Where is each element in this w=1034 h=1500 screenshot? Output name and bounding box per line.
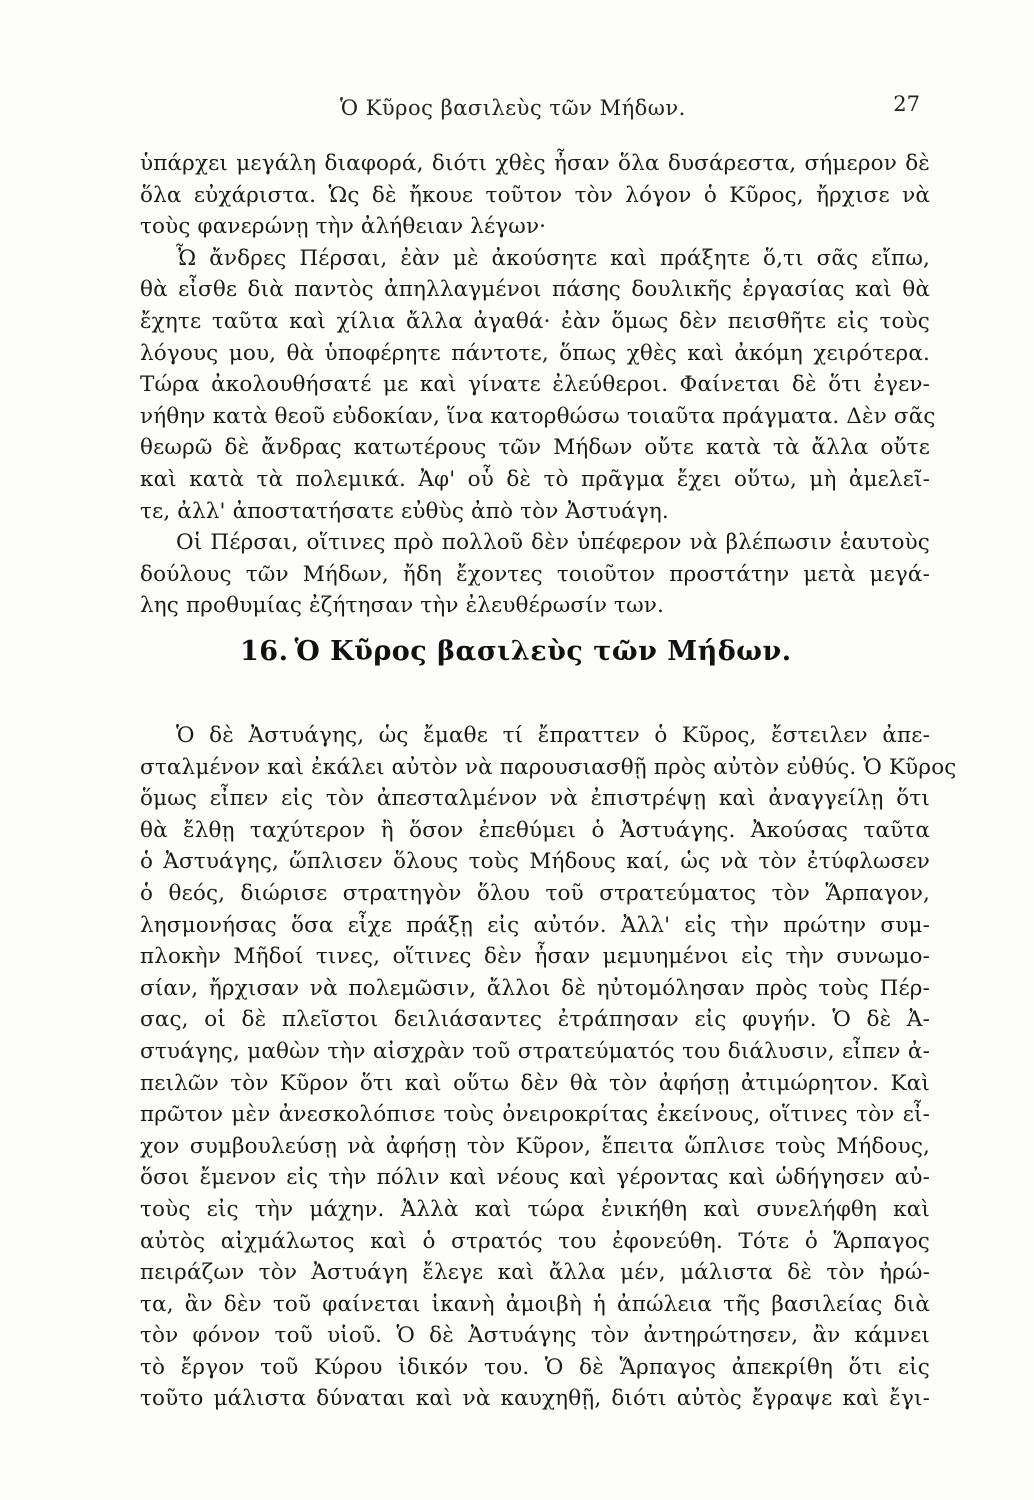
text-line: ὅλα εὐχάριστα. Ὡς δὲ ἤκουε τοῦτον τὸν λόγον ὁ Κῦρος, ἤρχισε νὰ xyxy=(140,182,930,208)
text-line: θὰ ἔλθῃ ταχύτερον ἢ ὅσον ἐπεθύμει ὁ Ἀστυάγης. Ἀκούσας ταῦτα xyxy=(140,817,930,843)
running-title: Ὁ Κῦρος βασιλεὺς τῶν Μήδων. xyxy=(340,96,686,120)
text-line: πλοκὴν Μῆδοί τινες, οἵτινες δὲν ἦσαν μεμυημένοι εἰς τὴν συνωμο- xyxy=(140,944,930,970)
text-line: θεωρῶ δὲ ἄνδρας κατωτέρους τῶν Μήδων οὔτε κατὰ τὰ ἄλλα οὔτε xyxy=(140,435,930,461)
section-title: Ὁ Κῦρος βασιλεὺς τῶν Μήδων. xyxy=(294,636,792,667)
text-line: ὁ Ἀστυάγης, ὥπλισεν ὅλους τοὺς Μήδους καί, ὡς νὰ τὸν ἐτύφλωσεν xyxy=(140,849,930,875)
text-line: Οἱ Πέρσαι, οἵτινες πρὸ πολλοῦ δὲν ὑπέφερον νὰ βλέπωσιν ἑαυτοὺς xyxy=(176,530,930,556)
text-line: χον συμβουλεύσῃ νὰ ἀφήσῃ τὸν Κῦρον, ἔπειτα ὥπλισε τοὺς Μήδους, xyxy=(140,1133,930,1159)
text-line: τὸν φόνον τοῦ υἱοῦ. Ὁ δὲ Ἀστυάγης τὸν ἀντηρώτησεν, ἂν κάμνει xyxy=(140,1323,930,1349)
text-line: αὐτὸς αἰχμάλωτος καὶ ὁ στρατός του ἐφονεύθη. Τότε ὁ Ἅρπαγος xyxy=(140,1228,930,1254)
text-line: τοῦτο μάλιστα δύναται καὶ νὰ καυχηθῇ, διότι αὐτὸς ἔγραψε καὶ ἔγι- xyxy=(140,1386,930,1412)
text-line: τα, ἂν δὲν τοῦ φαίνεται ἱκανὴ ἀμοιβὴ ἡ ἀπώλεια τῆς βασιλείας διὰ xyxy=(140,1291,930,1317)
running-header xyxy=(140,92,930,128)
text-line: λόγους μου, θὰ ὑποφέρητε πάντοτε, ὅπως χθὲς καὶ ἀκόμη χειρότερα. xyxy=(140,340,930,366)
page-number: 27 xyxy=(893,92,920,116)
text-line: ὅμως εἶπεν εἰς τὸν ἀπεσταλμένον νὰ ἐπιστρέψῃ καὶ ἀναγγείλῃ ὅτι xyxy=(140,786,930,812)
text-line: ὅσοι ἔμενον εἰς τὴν πόλιν καὶ νέους καὶ γέροντας καὶ ὡδήγησεν αὐ- xyxy=(140,1165,930,1191)
text-line: τοὺς φανερώνῃ τὴν ἀλήθειαν λέγων· xyxy=(140,214,547,240)
text-line: ὁ θεός, διώρισε στρατηγὸν ὅλου τοῦ στρατεύματος τὸν Ἅρπαγον, xyxy=(140,880,930,906)
text-line: πειλῶν τὸν Κῦρον ὅτι καὶ οὕτω δὲν θὰ τὸν ἀφήσῃ ἀτιμώρητον. Καὶ xyxy=(140,1070,930,1096)
text-line: τε, ἀλλ' ἀποστατήσατε εὐθὺς ἀπὸ τὸν Ἀστυάγη. xyxy=(140,498,669,524)
text-line: Τώρα ἀκολουθήσατέ με καὶ γίνατε ἐλεύθεροι. Φαίνεται δὲ ὅτι ἐγεν- xyxy=(140,372,930,398)
text-block-bottom xyxy=(140,720,957,1415)
text-line: πειράζων τὸν Ἀστυάγη ἔλεγε καὶ ἄλλα μέν, μάλιστα δὲ τὸν ἠρώ- xyxy=(140,1260,930,1286)
text-line: στυάγης, μαθὼν τὴν αἰσχρὰν τοῦ στρατεύματός του διάλυσιν, εἶπεν ἀ- xyxy=(140,1038,930,1064)
text-line: λησμονήσας ὅσα εἶχε πράξῃ εἰς αὐτόν. Ἀλλ' εἰς τὴν πρώτην συμ- xyxy=(140,912,930,938)
text-line: τὸ ἔργον τοῦ Κύρου ἰδικόν του. Ὁ δὲ Ἅρπαγος ἀπεκρίθη ὅτι εἰς xyxy=(140,1354,930,1380)
text-line: θὰ εἶσθε διὰ παντὸς ἀπηλλαγμένοι πάσης δουλικῆς ἐργασίας καὶ θὰ xyxy=(140,277,930,303)
text-line: σίαν, ἤρχισαν νὰ πολεμῶσιν, ἄλλοι δὲ ηὐτομόλησαν πρὸς τοὺς Πέρ- xyxy=(140,975,930,1001)
section-number: 16. xyxy=(240,636,289,667)
text-line: σταλμένον καὶ ἐκάλει αὐτὸν νὰ παρουσιασθῇ πρὸς αὐτὸν εὐθύς. Ὁ Κῦρος xyxy=(140,754,957,780)
text-line: πρῶτον μὲν ἀνεσκολόπισε τοὺς ὀνειροκρίτας ἐκείνους, οἵτινες τὸν εἶ- xyxy=(140,1102,930,1128)
text-line: τοὺς εἰς τὴν μάχην. Ἀλλὰ καὶ τώρα ἐνικήθη καὶ συνελήφθη καὶ xyxy=(140,1196,930,1222)
text-line: λης προθυμίας ἐζήτησαν τὴν ἐλευθέρωσίν των. xyxy=(140,593,664,619)
text-line: νήθην κατὰ θεοῦ εὐδοκίαν, ἵνα κατορθώσω τοιαῦτα πράγματα. Δὲν σᾶς xyxy=(140,403,936,429)
text-block-top xyxy=(140,148,936,622)
section-heading xyxy=(240,628,800,676)
text-line: ἔχητε ταῦτα καὶ χίλια ἄλλα ἀγαθά· ἐὰν ὅμως δὲν πεισθῆτε εἰς τοὺς xyxy=(140,308,930,334)
text-line: δούλους τῶν Μήδων, ἤδη ἔχοντες τοιοῦτον προστάτην μετὰ μεγά- xyxy=(140,561,930,587)
text-line: σας, οἱ δὲ πλεῖστοι δειλιάσαντες ἐτράπησαν εἰς φυγήν. Ὁ δὲ Ἀ- xyxy=(140,1007,930,1033)
text-line: Ὦ ἄνδρες Πέρσαι, ἐὰν μὲ ἀκούσητε καὶ πράξητε ὅ,τι σᾶς εἴπω, xyxy=(176,245,930,271)
text-line: ὑπάρχει μεγάλη διαφορά, διότι χθὲς ἦσαν ὅλα δυσάρεστα, σήμερον δὲ xyxy=(140,151,930,176)
text-line: καὶ κατὰ τὰ πολεμικά. Ἀφ' οὗ δὲ τὸ πρᾶγμα ἔχει οὕτω, μὴ ἀμελεῖ- xyxy=(140,466,930,492)
text-line: Ὁ δὲ Ἀστυάγης, ὡς ἔμαθε τί ἔπραττεν ὁ Κῦρος, ἔστειλεν ἀπε- xyxy=(176,723,930,748)
